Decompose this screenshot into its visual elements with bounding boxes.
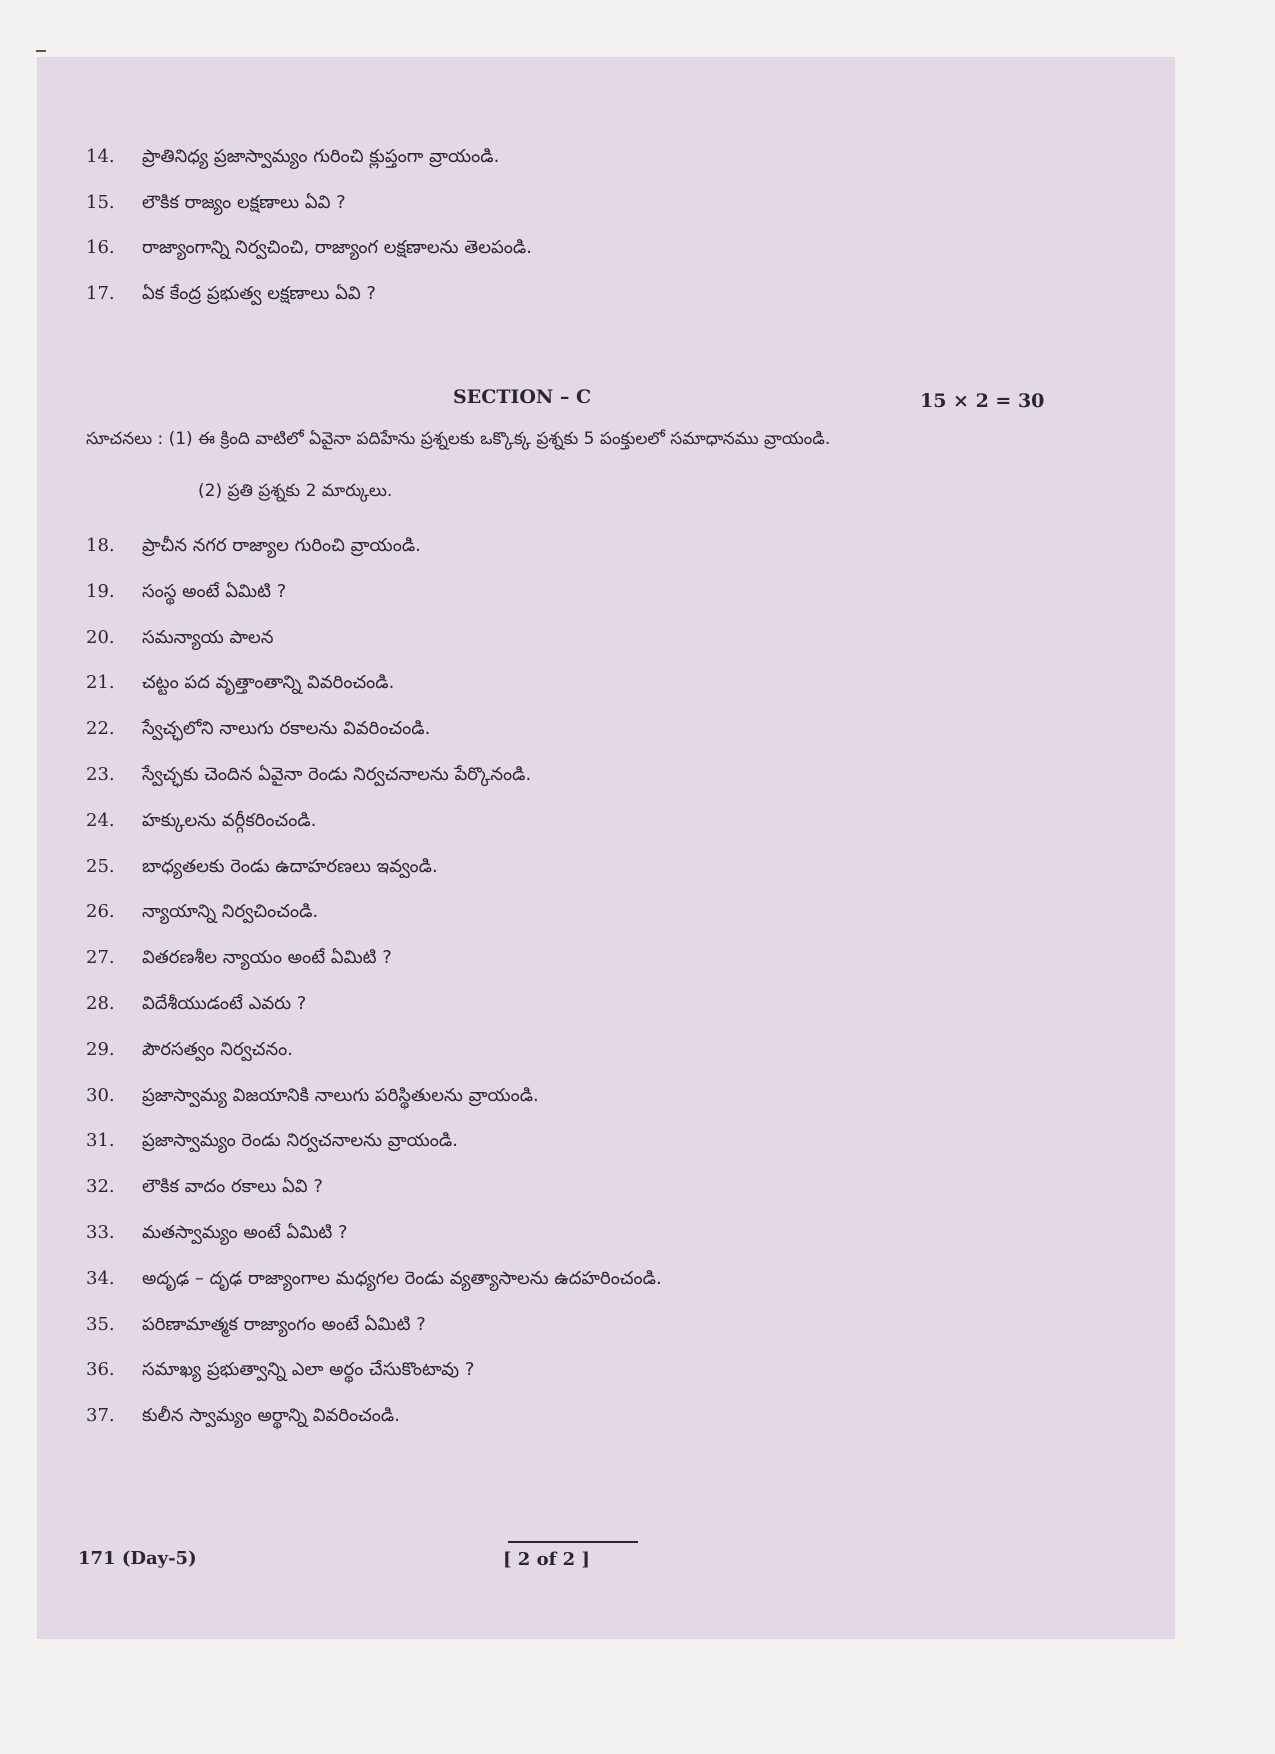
question-item xyxy=(86,762,531,788)
question-number: 23. xyxy=(86,764,115,785)
question-text: లౌకిక వాదం రకాలు ఏవి ? xyxy=(142,1176,323,1198)
question-item xyxy=(86,1266,662,1292)
question-text: ప్రాచీన నగర రాజ్యాల గురించి వ్రాయండి. xyxy=(142,535,421,556)
question-number: 32. xyxy=(86,1176,115,1198)
question-number: 28. xyxy=(86,993,115,1014)
question-item xyxy=(86,625,273,651)
question-item xyxy=(86,1312,426,1338)
question-item xyxy=(86,1037,293,1063)
question-item xyxy=(86,235,532,261)
question-text: సమన్యాయ పాలన xyxy=(142,626,274,648)
question-number: 14. xyxy=(86,146,115,167)
question-item xyxy=(86,1357,474,1383)
question-text: ప్రజాస్వామ్యం రెండు నిర్వచనాలను వ్రాయండి. xyxy=(142,1130,458,1152)
question-number: 26. xyxy=(86,901,115,923)
question-number: 21. xyxy=(86,672,115,694)
instructions-line-2: (2) ప్రతి ప్రశ్నకు 2 మార్కులు. xyxy=(198,481,393,501)
section-heading: SECTION – C xyxy=(453,386,592,408)
question-item xyxy=(86,899,318,925)
question-number: 20. xyxy=(86,626,115,648)
question-number: 35. xyxy=(86,1313,115,1335)
question-number: 19. xyxy=(86,580,115,602)
footer-divider xyxy=(508,1541,638,1543)
question-item xyxy=(86,854,438,880)
question-item xyxy=(86,1128,458,1154)
question-text: వితరణశీల న్యాయం అంటే ఏమిటి ? xyxy=(142,947,392,969)
question-item xyxy=(86,1220,348,1246)
question-number: 15. xyxy=(86,191,115,213)
question-text: అదృఢ – దృఢ రాజ్యాంగాల మధ్యగల రెండు వ్యత్యాసాలను ఉదహరించండి. xyxy=(142,1267,662,1289)
exam-page xyxy=(38,58,1174,1638)
question-item xyxy=(86,533,421,559)
question-number: 33. xyxy=(86,1222,115,1243)
section-marks: 15 × 2 = 30 xyxy=(920,390,1045,412)
question-number: 34. xyxy=(86,1267,115,1289)
question-number: 24. xyxy=(86,809,115,831)
question-number: 16. xyxy=(86,237,115,258)
question-item xyxy=(86,670,394,696)
question-text: రాజ్యాంగాన్ని నిర్వచించి, రాజ్యాంగ లక్షణాలను తెలపండి. xyxy=(142,237,532,258)
question-number: 36. xyxy=(86,1359,115,1381)
question-text: లౌకిక రాజ్యం లక్షణాలు ఏవి ? xyxy=(142,191,346,213)
question-text: ఏక కేంద్ర ప్రభుత్వ లక్షణాలు ఏవి ? xyxy=(142,282,376,304)
question-item xyxy=(86,808,316,834)
question-text: స్వేచ్ఛలోని నాలుగు రకాలను వివరించండి. xyxy=(142,718,431,740)
question-text: న్యాయాన్ని నిర్వచించండి. xyxy=(142,901,319,923)
question-text: పరిణామాత్మక రాజ్యాంగం అంటే ఏమిటి ? xyxy=(142,1313,426,1335)
question-text: పౌరసత్వం నిర్వచనం. xyxy=(142,1038,293,1060)
page-number: [ 2 of 2 ] xyxy=(503,1549,590,1570)
question-text: చట్టం పద వృత్తాంతాన్ని వివరించండి. xyxy=(142,672,395,694)
question-item xyxy=(86,991,306,1017)
question-number: 25. xyxy=(86,855,115,877)
instructions-line-1: సూచనలు : (1) ఈ క్రింది వాటిలో ఏవైనా పదిహేను ప్రశ్నలకు ఒక్కొక్క ప్రశ్నకు 5 పంక్తులలో సమాధానము వ్రాయండి. xyxy=(86,429,831,449)
question-text: మతస్వామ్యం అంటే ఏమిటి ? xyxy=(142,1222,348,1243)
question-number: 18. xyxy=(86,535,115,556)
question-number: 29. xyxy=(86,1038,115,1060)
question-number: 22. xyxy=(86,718,115,740)
question-text: కులీన స్వామ్యం అర్థాన్ని వివరించండి. xyxy=(142,1405,400,1427)
question-item xyxy=(86,945,392,971)
question-text: హక్కులను వర్గీకరించండి. xyxy=(142,809,317,831)
question-number: 30. xyxy=(86,1084,115,1106)
question-item xyxy=(86,190,346,216)
question-text: విదేశీయుడంటే ఎవరు ? xyxy=(142,993,307,1014)
question-text: ప్రజాస్వామ్య విజయానికి నాలుగు పరిస్థితులను వ్రాయండి. xyxy=(142,1084,539,1106)
question-number: 37. xyxy=(86,1405,115,1427)
question-item xyxy=(86,1403,400,1429)
question-item xyxy=(86,144,499,170)
question-item xyxy=(86,716,430,742)
question-text: సంస్థ అంటే ఏమిటి ? xyxy=(142,580,287,602)
question-item xyxy=(86,579,286,605)
question-text: ప్రాతినిధ్య ప్రజాస్వామ్యం గురించి క్లుప్తంగా వ్రాయండి. xyxy=(142,146,500,167)
question-text: స్వేచ్ఛకు చెందిన ఏవైనా రెండు నిర్వచనాలను పేర్కొనండి. xyxy=(142,764,532,785)
question-number: 17. xyxy=(86,282,115,304)
question-text: సమాఖ్య ప్రభుత్వాన్ని ఎలా అర్థం చేసుకొంటావు ? xyxy=(142,1359,475,1381)
question-item xyxy=(86,1174,323,1200)
question-item xyxy=(86,281,376,307)
question-item xyxy=(86,1083,539,1109)
scan-mark xyxy=(36,50,46,52)
paper-code: 171 (Day-5) xyxy=(78,1548,197,1569)
question-number: 31. xyxy=(86,1130,115,1152)
question-text: బాధ్యతలకు రెండు ఉదాహరణలు ఇవ్వండి. xyxy=(142,855,438,877)
question-number: 27. xyxy=(86,947,115,969)
